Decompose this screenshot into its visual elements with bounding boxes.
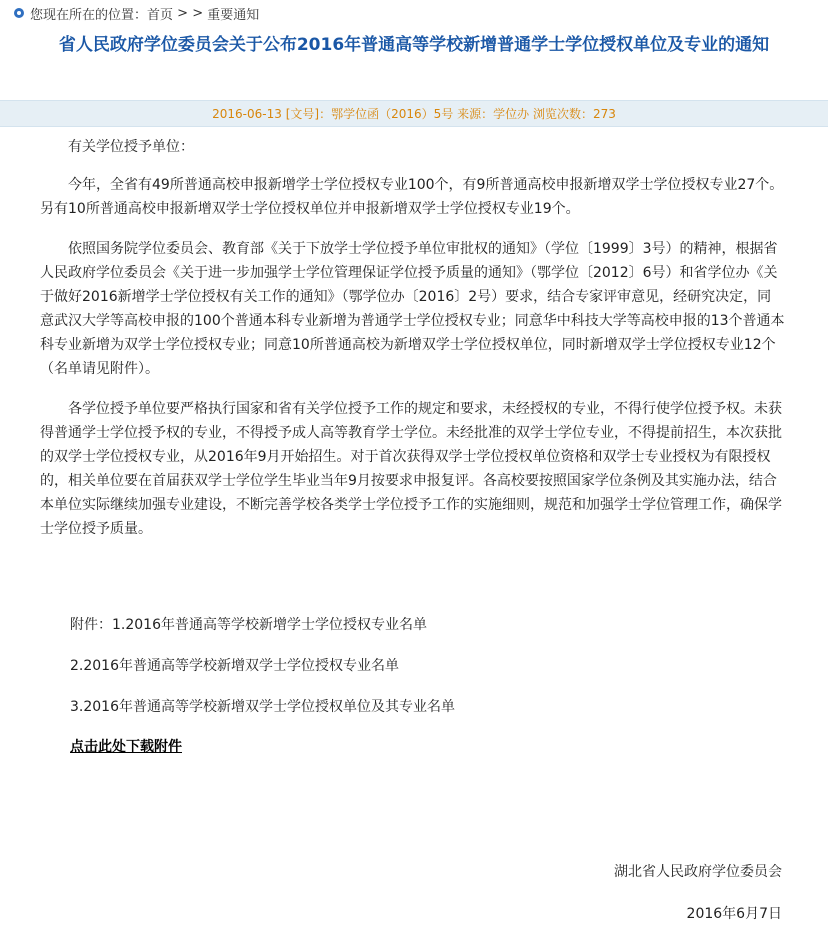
meta-source: 学位办 [493,107,530,121]
body-paragraph-3: 各学位授予单位要严格执行国家和省有关学位授予工作的规定和要求，未经授权的专业，不得行使学位授予权。未获得普通学士学位授予权的专业，不得授予成人高等教育学士学位。未经批准的双学士学位专业，不得提前招生，本次获批的双学士学位授权专业，从2016年9月开始招生。对于首次获得双学士学位授权单位资格和双学士专业授权为有限授权的，相关单位要在首届获双学士学位学生毕业当年9月按要求申报复评。各高校要按照国家学位条例及其实施办法，结合本单位实际继续加强专业建设，不断完善学校各类学士学位授予工作的实施细则，规范和加强学士学位管理工作，确保学士学位授予质量。 [40,401,782,537]
body-paragraph-2: 依照国务院学位委员会、教育部《关于下放学士学位授予单位审批权的通知》（学位〔1999〕3号）的精神，根据省人民政府学位委员会《关于进一步加强学士学位管理保证学位授予质量的通知》（鄂学位〔2012〕6号）和省学位办《关于做好2016新增学士学位授权有关工作的通知》（鄂学位办〔2016〕2号）要求，结合专家评审意见，经研究决定，同意武汉大学等高校申报的100个普通本科专业新增为普通学士学位授权专业；同意华中科技大学等高校申报的13个普通本科专业新增为双学士学位授权专业；同意10所普通高校为新增双学士学位授权单位，同时新增双学士学位授权专业12个（名单请见附件）。 [40,241,785,377]
location-bullet-icon [14,8,24,18]
meta-views-count: 273 [592,106,616,121]
meta-views-label: 浏览次数： [532,107,593,121]
meta-source-label: 来源： [457,107,494,121]
download-attachments-link[interactable]: 点击此处下载附件 [70,739,182,755]
attachment-item-1: 附件：1.2016年普通高等学校新增学士学位授权专业名单 [70,617,427,633]
attachment-item-2: 2.2016年普通高等学校新增双学士学位授权专业名单 [70,658,399,674]
breadcrumb-prefix: 您现在所在的位置： [30,7,148,23]
meta-date: 2016-06-13 [212,106,282,121]
breadcrumb-home-link[interactable]: 首页 [147,7,174,23]
salutation: 有关学位授予单位： [68,139,194,155]
breadcrumb [14,4,259,22]
page-title: 省人民政府学位委员会关于公布2016年普通高等学校新增普通学士学位授权单位及专业的通知 [58,35,770,55]
breadcrumb-current-link[interactable]: 重要通知 [207,7,260,23]
sign-date: 2016年6月7日 [686,906,782,922]
body-paragraph-1: 今年，全省有49所普通高校申报新增学士学位授权专业100个，有9所普通高校申报新增双学士学位授权专业27个。另有10所普通高校申报新增双学士学位授权单位并申报新增双学士学位授权专业19个。 [40,177,784,217]
signature: 湖北省人民政府学位委员会 [614,864,782,880]
meta-doc-label: [文号]： [285,107,332,121]
breadcrumb-separator: > > [173,5,208,21]
article-meta-bar [0,100,828,127]
meta-doc-number: 鄂学位函（2016）5号 [331,107,454,121]
attachment-item-3: 3.2016年普通高等学校新增双学士学位授权单位及其专业名单 [70,699,455,715]
article-body [40,135,785,557]
